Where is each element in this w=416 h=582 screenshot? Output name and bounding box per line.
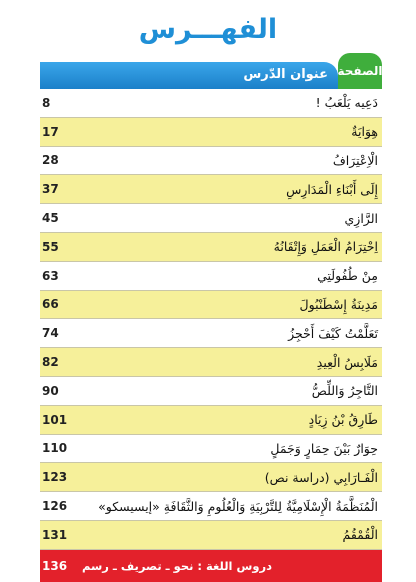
table-row: [40, 463, 382, 492]
table-row: [40, 377, 382, 406]
lesson-title: مَدِينَةُ إِسْطَنْبُولَ: [299, 296, 378, 312]
lesson-title: مِنْ طُفُولَتِي: [317, 268, 378, 284]
page-number: 17: [42, 124, 59, 139]
table-row: [40, 348, 382, 377]
lesson-title: إِلَى أَبْنَاءِ الْمَدَارِسِ: [286, 181, 378, 197]
lesson-title: الْمُنَظَّمَةُ الْإِسْلَامِيَّةُ لِلتَّرْبِيَةِ وَالْعُلُومِ وَالثَّقَافَةِ «إيسيسكو»: [98, 498, 378, 514]
lesson-title: دَعِيه يَلْعَبُ !: [315, 95, 378, 111]
page-number: 55: [42, 239, 59, 254]
lesson-title: طَارِقُ بْنُ زِيَادٍ: [308, 412, 378, 428]
table-row: [40, 147, 382, 176]
lesson-title: مَلَابِسُ الْعِيدِ: [316, 354, 378, 370]
lesson-title: التَّاجِرُ وَاللِّصُّ: [311, 383, 378, 399]
page-number: 63: [42, 268, 59, 283]
language-lessons-row: [40, 550, 382, 582]
page-number: 131: [42, 527, 68, 542]
table-row: [40, 118, 382, 147]
table-row: [40, 435, 382, 464]
table-row: [40, 406, 382, 435]
page-number: 37: [42, 182, 59, 197]
table-row: [40, 204, 382, 233]
table-row: [40, 89, 382, 118]
lesson-title: هِوَايَةٌ: [351, 124, 378, 140]
lesson-title: الْفَـارَابِي (دراسة نص): [264, 469, 378, 485]
page-number: 136: [42, 558, 68, 573]
lesson-title: حِوَارٌ بَيْنَ حِمَارٍ وَجَمَلٍ: [270, 440, 378, 456]
table-row: [40, 233, 382, 262]
lesson-title: دروس اللغة : نحو ـ تصريف ـ رسم: [81, 558, 272, 573]
page-number: 126: [42, 499, 68, 514]
index-title: الفهـــرس: [138, 14, 278, 45]
page-number: 110: [42, 441, 68, 456]
page-number: 82: [42, 355, 59, 370]
page-number: 123: [42, 470, 68, 485]
lesson-column-header: عنوان الدّرس: [243, 67, 328, 82]
lesson-title: الرَّازِي: [344, 210, 378, 226]
page-number: 101: [42, 412, 68, 427]
index-table: [40, 89, 382, 582]
page-number: 66: [42, 297, 59, 312]
table-row: [40, 175, 382, 204]
lesson-title: تَعَلَّمْتُ كَيْفَ أَحْجِزُ: [288, 325, 378, 341]
table-row: [40, 262, 382, 291]
page-column-header: الصفحة: [338, 53, 382, 89]
page-number: 74: [42, 326, 59, 341]
table-row: [40, 291, 382, 320]
table-row: [40, 319, 382, 348]
page-number: 28: [42, 153, 59, 168]
page-number: 45: [42, 211, 59, 226]
table-row: [40, 492, 382, 521]
lesson-title: اِحْتِرَامُ الْعَمَلِ وَإِتْقَانُهُ: [273, 239, 378, 255]
table-row: [40, 521, 382, 550]
lesson-title: الْقُمْقُمُ: [342, 527, 378, 543]
page-number: 90: [42, 383, 59, 398]
lesson-title: الْاِعْتِرَافُ: [332, 152, 378, 168]
page-number: 8: [42, 95, 51, 110]
